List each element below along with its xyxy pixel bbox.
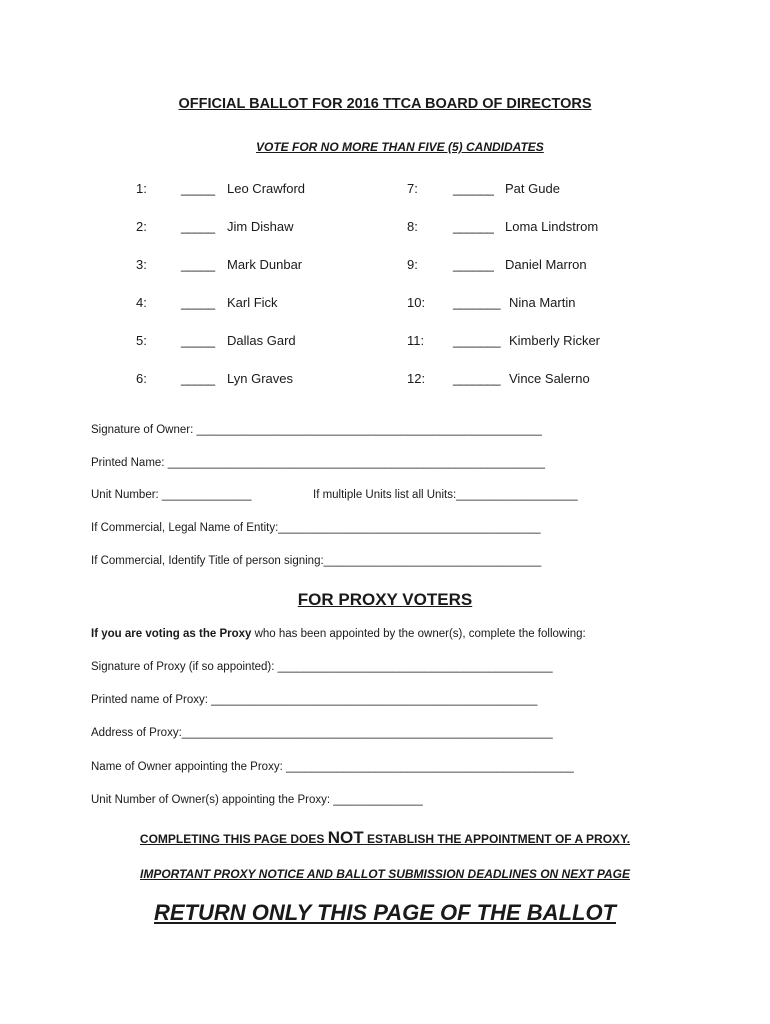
candidate-number: 11: bbox=[407, 333, 425, 348]
vote-blank[interactable]: _____ bbox=[181, 371, 215, 386]
candidate-number: 6: bbox=[136, 371, 147, 386]
vote-blank[interactable]: _____ bbox=[181, 333, 215, 348]
owner-signature-field[interactable]: Signature of Owner: ______________________________________________________ bbox=[91, 424, 542, 436]
commercial-title-field[interactable]: If Commercial, Identify Title of person signing:__________________________________ bbox=[91, 555, 542, 567]
candidate-name: Nina Martin bbox=[509, 295, 576, 310]
proxy-disclaimer bbox=[0, 828, 770, 848]
candidate-name: Karl Fick bbox=[227, 295, 278, 310]
vote-instruction: VOTE FOR NO MORE THAN FIVE (5) CANDIDATES bbox=[256, 140, 544, 154]
candidate-number: 7: bbox=[407, 181, 418, 196]
candidate-number: 12: bbox=[407, 371, 426, 386]
commercial-entity-field[interactable]: If Commercial, Legal Name of Entity:_________________________________________ bbox=[91, 522, 541, 534]
vote-blank[interactable]: ______ bbox=[453, 219, 494, 234]
disclaimer-not: NOT bbox=[327, 828, 364, 847]
proxy-heading: FOR PROXY VOTERS bbox=[297, 590, 473, 609]
candidate-name: Loma Lindstrom bbox=[505, 219, 599, 234]
proxy-intro-bold: If you are voting as the Proxy bbox=[91, 628, 252, 640]
candidate-number: 4: bbox=[136, 295, 147, 310]
vote-blank[interactable]: _______ bbox=[453, 295, 501, 310]
owner-appointing-name-field[interactable]: Name of Owner appointing the Proxy: _____________________________________________ bbox=[91, 761, 574, 773]
printed-name-field[interactable]: Printed Name: ___________________________________________________________ bbox=[91, 457, 546, 469]
candidate-number: 8: bbox=[407, 219, 418, 234]
multiple-units-field[interactable]: If multiple Units list all Units:___________________ bbox=[313, 489, 578, 501]
candidate-number: 10: bbox=[407, 295, 426, 310]
candidate-number: 2: bbox=[136, 219, 147, 234]
return-instruction: RETURN ONLY THIS PAGE OF THE BALLOT bbox=[154, 900, 616, 925]
disclaimer-part-a: COMPLETING THIS PAGE DOES bbox=[139, 832, 328, 846]
unit-number-field[interactable]: Unit Number: ______________ bbox=[91, 489, 252, 501]
vote-blank[interactable]: ______ bbox=[453, 181, 494, 196]
candidate-name: Mark Dunbar bbox=[227, 257, 303, 272]
candidate-name: Dallas Gard bbox=[227, 333, 296, 348]
vote-blank[interactable]: _______ bbox=[453, 333, 501, 348]
candidate-number: 1: bbox=[136, 181, 147, 196]
proxy-intro bbox=[91, 628, 586, 640]
vote-blank[interactable]: _____ bbox=[181, 219, 215, 234]
proxy-signature-field[interactable]: Signature of Proxy (if so appointed): ___________________________________________ bbox=[91, 661, 553, 673]
candidate-name: Leo Crawford bbox=[227, 181, 306, 196]
candidate-number: 9: bbox=[407, 257, 418, 272]
ballot-title: OFFICIAL BALLOT FOR 2016 TTCA BOARD OF DIRECTORS bbox=[178, 96, 592, 112]
candidate-name: Lyn Graves bbox=[227, 371, 293, 386]
disclaimer-part-b: ESTABLISH THE APPOINTMENT OF A PROXY. bbox=[363, 832, 631, 846]
vote-blank[interactable]: _____ bbox=[181, 181, 215, 196]
vote-blank[interactable]: ______ bbox=[453, 257, 494, 272]
candidate-name: Daniel Marron bbox=[505, 257, 587, 272]
candidate-name: Pat Gude bbox=[505, 181, 560, 196]
candidate-name: Jim Dishaw bbox=[227, 219, 294, 234]
proxy-intro-rest: who has been appointed by the owner(s), complete the following: bbox=[251, 628, 586, 640]
candidate-number: 3: bbox=[136, 257, 147, 272]
candidate-name: Vince Salerno bbox=[509, 371, 590, 386]
vote-blank[interactable]: _______ bbox=[453, 371, 501, 386]
deadline-notice: IMPORTANT PROXY NOTICE AND BALLOT SUBMISSION DEADLINES ON NEXT PAGE bbox=[139, 867, 631, 881]
vote-blank[interactable]: _____ bbox=[181, 257, 215, 272]
candidate-name: Kimberly Ricker bbox=[509, 333, 601, 348]
proxy-printed-name-field[interactable]: Printed name of Proxy: ___________________________________________________ bbox=[91, 694, 538, 706]
candidate-number: 5: bbox=[136, 333, 147, 348]
owner-appointing-unit-field[interactable]: Unit Number of Owner(s) appointing the Proxy: ______________ bbox=[91, 794, 423, 806]
vote-blank[interactable]: _____ bbox=[181, 295, 215, 310]
proxy-address-field[interactable]: Address of Proxy:__________________________________________________________ bbox=[91, 727, 553, 739]
